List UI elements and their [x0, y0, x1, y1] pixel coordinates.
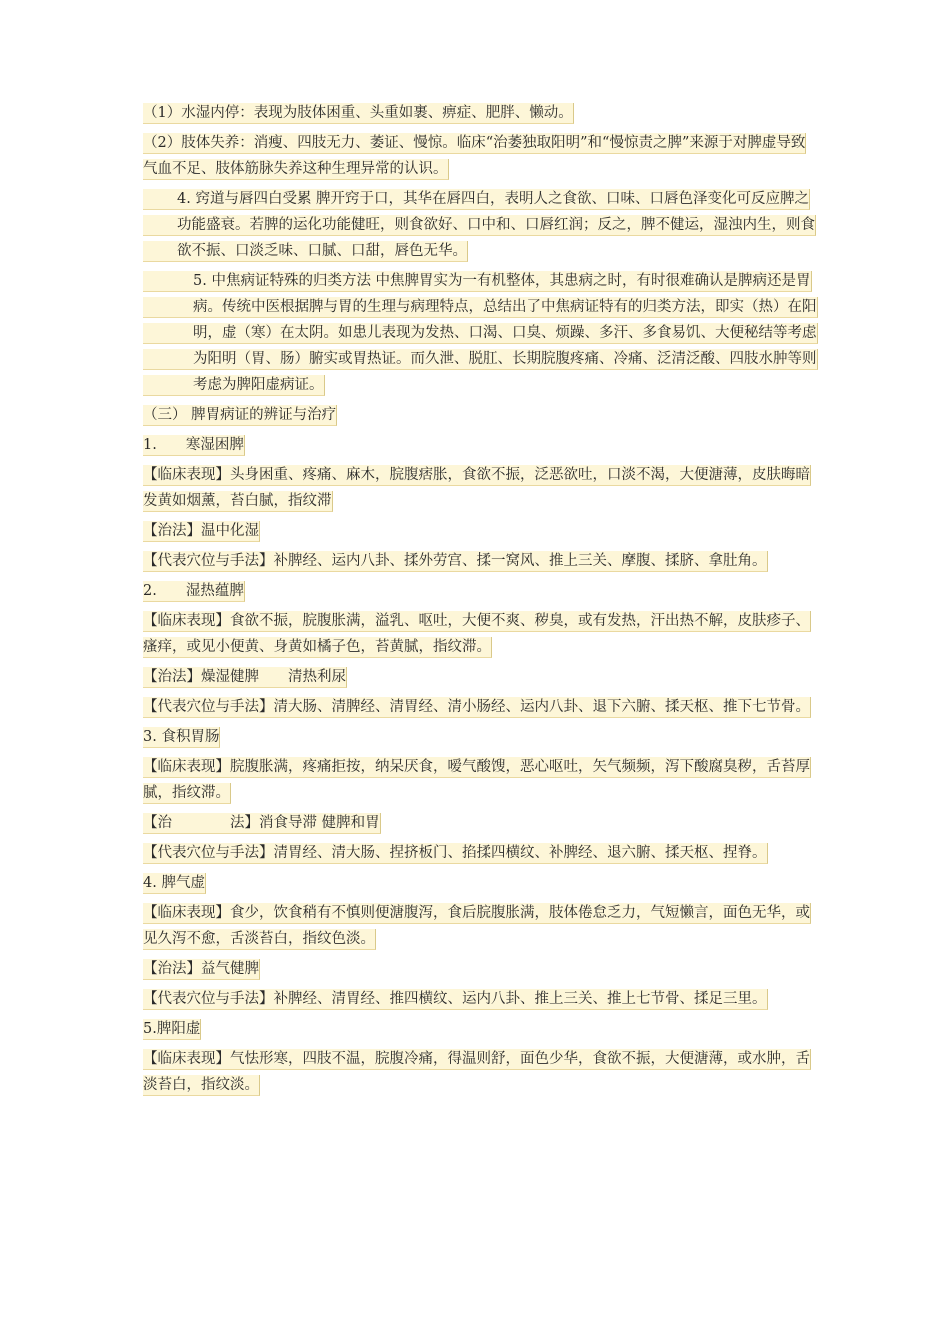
paragraph-middle-jiao: 5. 中焦病证特殊的归类方法 中焦脾胃实为一有机整体，其患病之时，有时很难确认是脾病还是胃病。传统中医根据脾与胃的生理与病理特点，总结出了中焦病证特有的归类方法，即实（热）在阳明，虚（寒）在太阴。如患儿表现为发热、口渴、口臭、烦躁、多汗、多食易饥、大便秘结等考虑为阳明（胃、肠）腑实或胃热证。而久泄、脱肛、长期脘腹疼痛、冷痛、泛清泛酸、四肢水肿等则考虑为脾阳虚病证。	[143, 268, 819, 398]
subheading-spleen-qi-deficiency: 4. 脾气虚	[143, 870, 819, 896]
subheading-spleen-yang-deficiency: 5.脾阳虚	[143, 1016, 819, 1042]
subheading-cold-damp: 1. 寒湿困脾	[143, 432, 819, 458]
paragraph-orifice-lips: 4. 窍道与唇四白受累 脾开窍于口，其华在唇四白，表明人之食欲、口味、口唇色泽变化可反应脾之功能盛衰。若脾的运化功能健旺，则食欲好、口中和、口唇红润；反之，脾不健运，湿浊内生，则食欲不振、口淡乏味、口腻、口甜，唇色无华。	[143, 186, 819, 264]
subheading-food-stagnation: 3. 食积胃肠	[143, 724, 819, 750]
paragraph-clinical-5: 【临床表现】气怯形寒，四肢不温，脘腹冷痛，得温则舒，面色少华，食欲不振，大便溏薄，或水肿，舌淡苔白，指纹淡。	[143, 1046, 819, 1098]
paragraph-clinical-3: 【临床表现】脘腹胀满，疼痛拒按，纳呆厌食，嗳气酸馊，恶心呕吐，矢气频频，泻下酸腐臭秽，舌苔厚腻，指纹滞。	[143, 754, 819, 806]
paragraph-treatment-3: 【治 法】消食导滞 健脾和胃	[143, 810, 819, 836]
paragraph-treatment-4: 【治法】益气健脾	[143, 956, 819, 982]
paragraph-points-1: 【代表穴位与手法】补脾经、运内八卦、揉外劳宫、揉一窝风、推上三关、摩腹、揉脐、拿肚角。	[143, 548, 819, 574]
document-page	[143, 100, 819, 1102]
paragraph-points-2: 【代表穴位与手法】清大肠、清脾经、清胃经、清小肠经、运内八卦、退下六腑、揉天枢、推下七节骨。	[143, 694, 819, 720]
paragraph-points-3: 【代表穴位与手法】清胃经、清大肠、捏挤板门、掐揉四横纹、补脾经、退六腑、揉天枢、捏脊。	[143, 840, 819, 866]
paragraph-treatment-1: 【治法】温中化湿	[143, 518, 819, 544]
paragraph-clinical-2: 【临床表现】食欲不振，脘腹胀满，溢乳、呕吐，大便不爽、秽臭，或有发热，汗出热不解，皮肤疹子、瘙痒，或见小便黄、身黄如橘子色，苔黄腻，指纹滞。	[143, 608, 819, 660]
section-heading-spleen-stomach: （三） 脾胃病证的辨证与治疗	[143, 402, 819, 428]
paragraph-points-4: 【代表穴位与手法】补脾经、清胃经、推四横纹、运内八卦、推上三关、推上七节骨、揉足三里。	[143, 986, 819, 1012]
paragraph-clinical-1: 【临床表现】头身困重、疼痛、麻木，脘腹痞胀，食欲不振，泛恶欲吐，口淡不渴，大便溏薄，皮肤晦暗发黄如烟薰，苔白腻，指纹滞	[143, 462, 819, 514]
paragraph-limb-malnourish: （2）肢体失养：消瘦、四肢无力、萎证、慢惊。临床“治萎独取阳明”和“慢惊责之脾”来源于对脾虚导致气血不足、肢体筋脉失养这种生理异常的认识。	[143, 130, 819, 182]
paragraph-clinical-4: 【临床表现】食少，饮食稍有不慎则便溏腹泻，食后脘腹胀满，肢体倦怠乏力，气短懒言，面色无华，或见久泻不愈，舌淡苔白，指纹色淡。	[143, 900, 819, 952]
subheading-damp-heat: 2. 湿热蕴脾	[143, 578, 819, 604]
paragraph-treatment-2: 【治法】燥湿健脾 清热利尿	[143, 664, 819, 690]
paragraph-water-damp: （1）水湿内停：表现为肢体困重、头重如裹、痹症、肥胖、懒动。	[143, 100, 819, 126]
